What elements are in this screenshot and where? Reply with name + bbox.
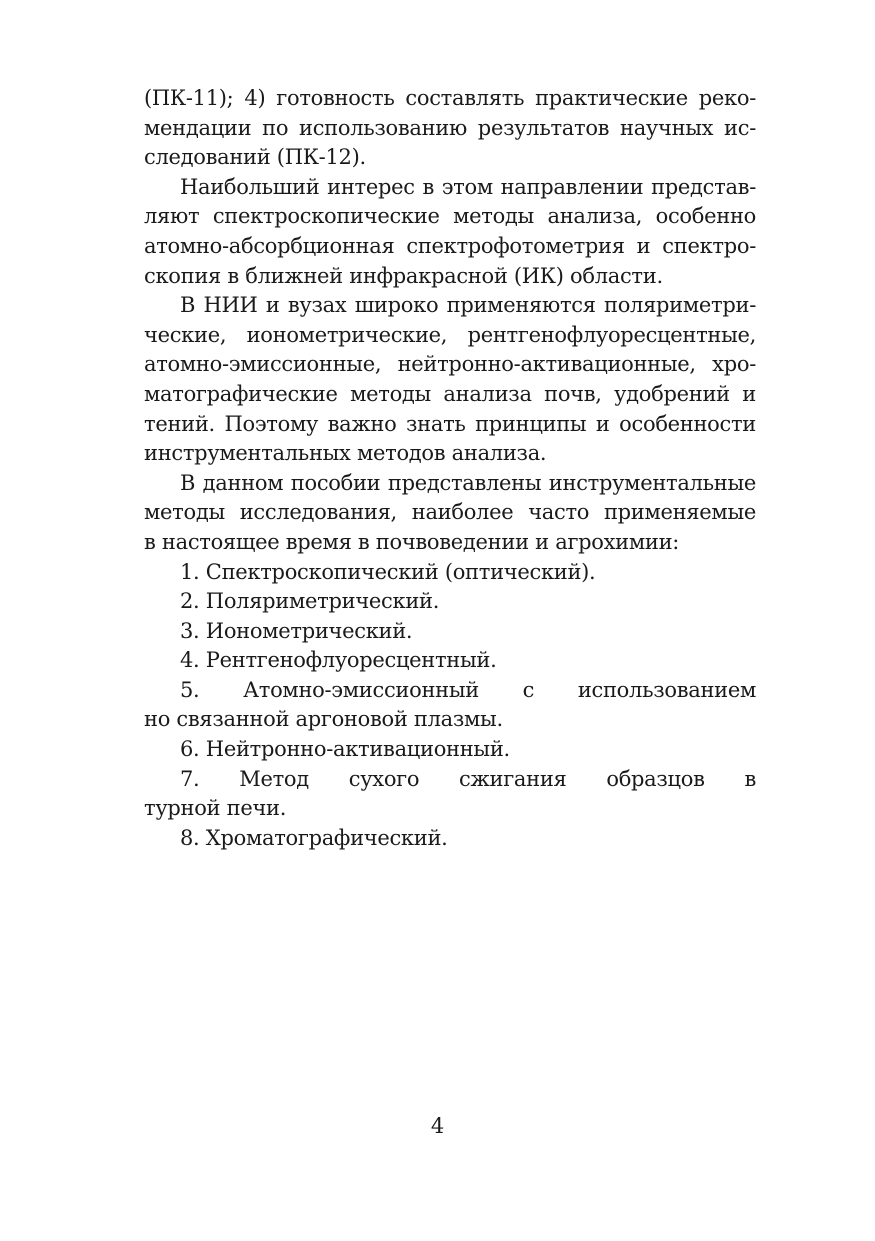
text-line: следований (ПК-12). bbox=[144, 145, 366, 170]
paragraph-manual-intro bbox=[144, 469, 756, 558]
text-line: инструментальных методов анализа. bbox=[144, 441, 547, 466]
list-item: 6. Нейтронно-активационный. bbox=[180, 737, 510, 762]
paragraph-research-methods bbox=[144, 291, 756, 469]
text-line: тений. Поэтому важно знать принципы и особенности bbox=[144, 411, 756, 436]
list-item-continuation: турной печи. bbox=[144, 796, 287, 821]
list-item-continuation: но связанной аргоновой плазмы. bbox=[144, 707, 503, 732]
methods-list bbox=[144, 558, 756, 854]
text-line: в настоящее время в почвоведении и агрохимии: bbox=[144, 529, 680, 554]
list-item: 2. Поляриметрический. bbox=[180, 589, 440, 614]
text-line: мендации по использованию результатов научных ис- bbox=[144, 115, 756, 140]
list-item: 1. Спектроскопический (оптический). bbox=[180, 559, 596, 584]
page-body bbox=[144, 84, 756, 853]
text-line: Наибольший интерес в этом направлении представ- bbox=[180, 174, 756, 199]
text-line: В данном пособии представлены инструментальные bbox=[180, 470, 756, 495]
text-line: В НИИ и вузах широко применяются поляриметри- bbox=[180, 293, 756, 318]
text-line: скопия в ближней инфракрасной (ИК) области. bbox=[144, 263, 663, 288]
text-line: (ПК-11); 4) готовность составлять практические реко- bbox=[144, 86, 756, 110]
text-line: атомно-абсорбционная спектрофотометрия и спектро- bbox=[144, 233, 756, 258]
list-item: 8. Хроматографический. bbox=[180, 825, 448, 850]
paragraph-spectroscopy bbox=[144, 173, 756, 291]
list-item: 4. Рентгенофлуоресцентный. bbox=[180, 648, 497, 673]
text-line: ляют спектроскопические методы анализа, особенно bbox=[144, 204, 756, 229]
text-line: атомно-эмиссионные, нейтронно-активационные, хро- bbox=[144, 352, 756, 377]
text-line: методы исследования, наиболее часто применяемые bbox=[144, 500, 756, 525]
text-line: матографические методы анализа почв, удобрений и bbox=[144, 381, 756, 406]
page-number: 4 bbox=[430, 1114, 445, 1138]
text-line: ческие, ионометрические, рентгенофлуоресцентные, bbox=[144, 322, 756, 347]
paragraph-competencies bbox=[144, 84, 756, 173]
list-item: 7. Метод сухого сжигания образцов в bbox=[180, 766, 756, 791]
list-item: 3. Ионометрический. bbox=[180, 618, 413, 643]
list-item: 5. Атомно-эмиссионный с использованием bbox=[180, 677, 756, 702]
